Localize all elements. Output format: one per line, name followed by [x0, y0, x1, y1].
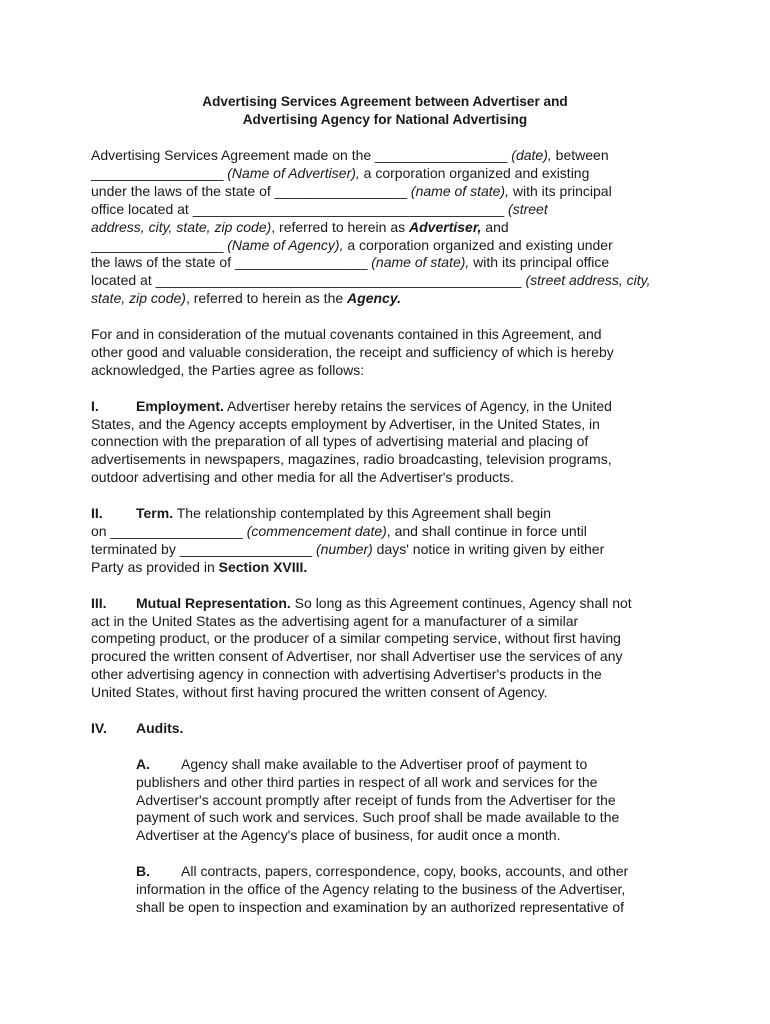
paragraph-line: advertisements in newspapers, magazines, radio broadcasting, television programs, — [91, 451, 612, 468]
paragraph-line: other good and valuable consideration, the receipt and sufficiency of which is hereby — [91, 343, 614, 360]
intro-line — [91, 183, 691, 201]
intro-text: with its principal office — [469, 254, 610, 271]
paragraph-line: other advertising agency in connection with advertising Advertiser's products in the — [91, 666, 602, 683]
paragraph-line: For and in consideration of the mutual covenants contained in this Agreement, and — [91, 326, 602, 343]
section-heading: Term. — [136, 505, 174, 522]
paragraph-text: on — [91, 522, 111, 539]
advertiser-address-blank[interactable]: ________________________________________ — [192, 200, 505, 217]
address-hint: address, city, state, zip code) — [91, 218, 272, 235]
intro-line — [91, 272, 691, 290]
subsection-number: A. — [136, 755, 150, 772]
paragraph-text: The relationship contemplated by this Agreement shall begin — [173, 505, 552, 522]
paragraph-text: So long as this Agreement continues, Agency shall not — [290, 594, 632, 611]
paragraph-line: payment of such work and services. Such proof shall be made available to the — [136, 809, 620, 826]
paragraph-line: procured the written consent of Advertiser, nor shall Advertiser use the services of any — [91, 648, 623, 665]
agency-address-blank[interactable]: _______________________________________________ — [155, 272, 522, 289]
intro-line — [91, 237, 691, 255]
paragraph-line: acknowledged, the Parties agree as follows: — [91, 361, 365, 378]
section-heading: Employment. — [136, 397, 224, 414]
section-audits — [91, 720, 691, 917]
intro-text: and — [481, 218, 509, 235]
intro-text: the laws of the state of — [91, 254, 235, 271]
paragraph-text: days' notice in writing given by either — [372, 540, 605, 557]
title-line-1: Advertising Services Agreement between Advertiser and — [202, 94, 568, 109]
paragraph-line: outdoor advertising and other media for all the Advertiser's products. — [91, 469, 514, 486]
commencement-date-blank[interactable]: _________________ — [110, 522, 243, 539]
agency-name-blank[interactable]: _________________ — [91, 236, 224, 253]
intro-text: , referred to herein as — [271, 218, 410, 235]
intro-line — [91, 201, 691, 219]
advertiser-term: Advertiser, — [409, 218, 482, 235]
agency-state-blank[interactable]: _________________ — [234, 254, 368, 271]
intro-paragraph — [91, 147, 691, 308]
intro-text: between — [551, 147, 609, 163]
subsection-number: B. — [136, 863, 150, 880]
date-blank[interactable]: _________________ — [375, 147, 508, 163]
section-number: I. — [91, 397, 99, 414]
title-line-2: Advertising Agency for National Advertising — [242, 111, 528, 127]
section-number: IV. — [91, 719, 107, 736]
number-hint: (number) — [312, 540, 373, 557]
paragraph-line: States, and the Agency accepts employment by Advertiser, in the United States, in — [91, 415, 600, 432]
commencement-hint: (commencement date) — [242, 522, 387, 539]
agency-term: Agency. — [347, 290, 401, 307]
address-hint: state, zip code) — [91, 290, 186, 307]
intro-text: with its principal — [508, 182, 612, 199]
paragraph-line: information in the office of the Agency relating to the business of the Advertiser, — [136, 881, 626, 898]
paragraph-text: Advertiser hereby retains the services of Agency, in the United — [223, 397, 612, 414]
intro-text: , referred to herein as the — [185, 290, 348, 307]
section-term — [91, 505, 691, 577]
street-hint: (street — [504, 200, 548, 217]
paragraph-text: , and shall continue in force until — [386, 522, 587, 539]
document-title — [90, 93, 680, 128]
agency-name-hint: (Name of Agency), — [223, 236, 344, 253]
intro-line — [91, 254, 691, 272]
section-number: III. — [91, 594, 107, 611]
notice-days-blank[interactable]: _________________ — [179, 540, 313, 557]
subsection-a — [91, 756, 691, 846]
intro-text: under the laws of the state of — [91, 182, 275, 199]
intro-line — [91, 165, 691, 183]
paragraph-text: Agency shall make available to the Advertiser proof of payment to — [181, 755, 588, 772]
date-hint: (date), — [507, 147, 552, 163]
document-body — [91, 147, 691, 917]
intro-text: Advertising Services Agreement made on the — [91, 147, 376, 163]
section-employment — [91, 398, 691, 488]
intro-text: office located at — [91, 200, 193, 217]
street-hint: (street address, city, — [521, 272, 651, 289]
paragraph-line: competing product, or the producer of a similar competing service, without first having — [91, 630, 621, 647]
paragraph-line: publishers and other third parties in respect of all work and services for the — [136, 773, 598, 790]
paragraph-line: Advertiser at the Agency's place of business, for audit once a month. — [136, 827, 561, 844]
intro-text: a corporation organized and existing under — [343, 236, 613, 253]
paragraph-line: shall be open to inspection and examination by an authorized representative of — [136, 898, 624, 915]
advertiser-name-blank[interactable]: _________________ — [91, 164, 224, 181]
intro-text: located at — [91, 272, 156, 289]
intro-line — [91, 290, 691, 308]
intro-line — [91, 219, 691, 237]
paragraph-line: connection with the preparation of all types of advertising material and placing of — [91, 433, 589, 450]
paragraph-line: Advertiser's account promptly after receipt of funds from the Advertiser for the — [136, 791, 616, 808]
state-hint: (name of state), — [407, 182, 509, 199]
advertiser-state-blank[interactable]: _________________ — [274, 182, 408, 199]
state-hint: (name of state), — [367, 254, 470, 271]
section-mutual-representation — [91, 595, 691, 702]
paragraph-line: act in the United States as the advertising agent for a manufacturer of a similar — [91, 612, 579, 629]
section-reference: Section XVIII. — [218, 558, 308, 575]
section-heading: Mutual Representation. — [136, 594, 291, 611]
paragraph-text: All contracts, papers, correspondence, copy, books, accounts, and other — [181, 863, 629, 880]
subsection-b — [91, 863, 691, 917]
intro-line — [91, 147, 691, 165]
section-number: II. — [91, 505, 103, 522]
section-heading: Audits. — [136, 719, 184, 736]
paragraph-line: United States, without first having procured the written consent of Agency. — [91, 684, 548, 701]
consideration-paragraph — [91, 326, 691, 380]
advertiser-name-hint: (Name of Advertiser), — [223, 164, 360, 181]
paragraph-text: terminated by — [91, 540, 180, 557]
intro-text: a corporation organized and existing — [359, 164, 590, 181]
paragraph-text: Party as provided in — [91, 558, 219, 575]
